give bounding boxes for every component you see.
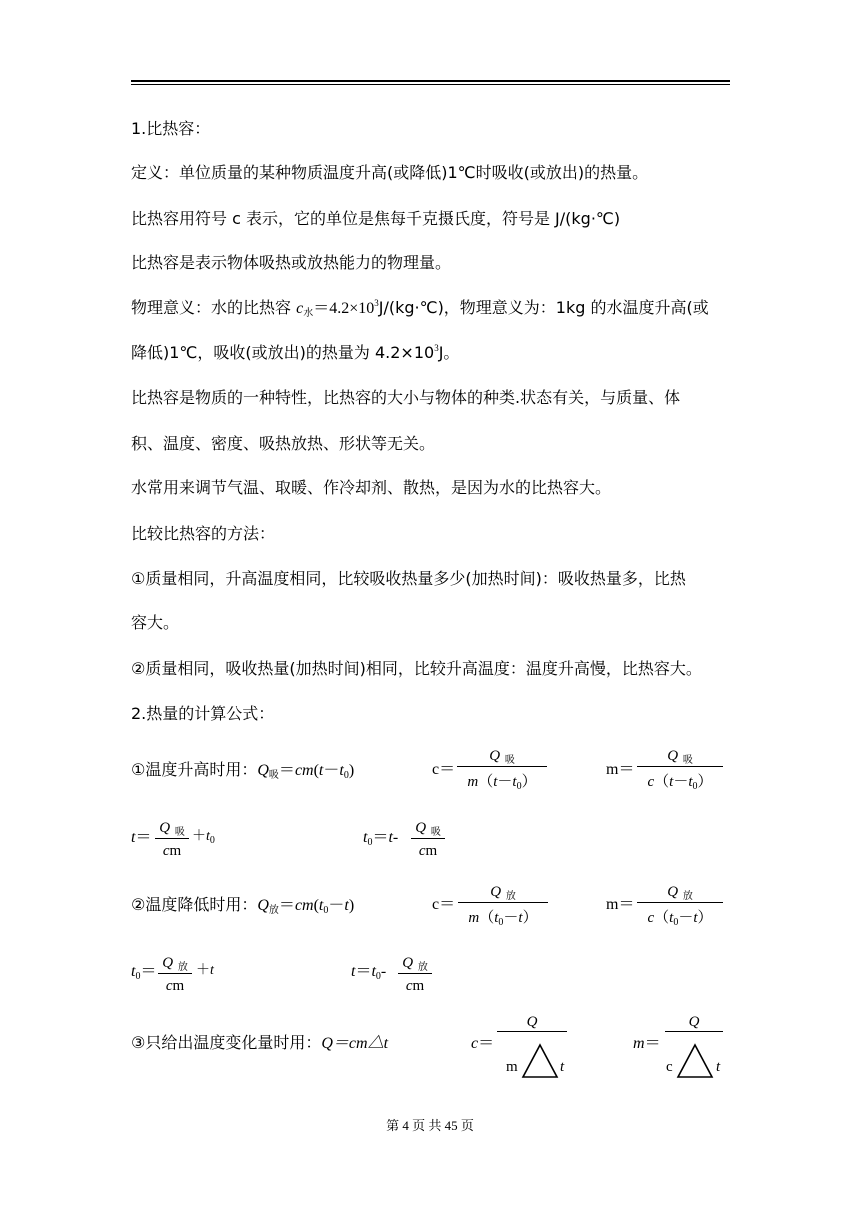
- compare-method-1-line-1: ①质量相同，升高温度相同，比较吸收热量多少(加热时间)：吸收热量多，比热: [131, 569, 686, 588]
- fall-m-fraction: Q $_放$ $c(t_0-t)$: [637, 882, 723, 932]
- fall-formula: ②温度降低时用：Q放＝cm(t0－t): [131, 895, 355, 916]
- fall-c-eq: c＝: [432, 896, 456, 913]
- meaning-line: 比热容是表示物体吸热或放热能力的物理量。: [131, 253, 452, 272]
- physical-meaning-line-1: 物理意义：水的比热容 c水$=4.2\times 10^3J/(kg\cdot℃)$，物理意义为：1kg 的水温度升高(或: [131, 298, 709, 319]
- symbol-line: 比热容用符号 c 表示，它的单位是焦每千克摄氏度，符号是 J/(kg·℃): [131, 209, 621, 228]
- header-rule-thin: [131, 84, 730, 85]
- compare-title: 比较比热容的方法：: [131, 524, 276, 543]
- fall-m-eq: m＝: [606, 896, 635, 913]
- water-use-line: 水常用来调节气温、取暖、作冷却剂、散热，是因为水的比热容大。: [131, 478, 612, 497]
- compare-method-1-line-2: 容大。: [131, 613, 180, 632]
- section-2-title: 2.热量的计算公式：: [131, 704, 275, 723]
- rise-m-fraction: Q $_吸$ $c(t-t_0)$: [637, 746, 723, 796]
- rise-t0-fraction: Q $_吸$ cm: [411, 818, 445, 862]
- section-1-title: 1.比热容：: [131, 119, 211, 138]
- fall-t-fraction: Q $_放$ cm: [398, 953, 432, 997]
- rise-t-formula-lhs: t＝: [131, 829, 152, 846]
- compare-method-2: ②质量相同，吸收热量(加热时间)相同，比较升高温度：温度升高慢，比热容大。: [131, 659, 702, 678]
- page-footer: 第 4 页 共 45 页: [386, 1118, 474, 1133]
- fall-t0-plus-t: ＋t: [196, 963, 214, 978]
- delta-c-fraction: Q m t: [497, 1012, 567, 1080]
- delta-m-eq: m＝: [633, 1035, 661, 1052]
- rise-t-fraction: Q $_吸$ cm: [155, 818, 189, 862]
- delta-c-eq: c＝: [471, 1035, 495, 1052]
- physical-meaning-line-2: 降低)1℃，吸收(或放出)的热量为 $4.2\times 10^3J$。: [131, 343, 460, 362]
- fall-t0-fraction: Q $_放$ cm: [158, 953, 192, 997]
- rise-m-eq: m＝: [606, 761, 635, 778]
- delta-m-fraction: Q c t: [665, 1012, 723, 1080]
- property-line-1: 比热容是物质的一种特性，比热容的大小与物体的种类.状态有关，与质量、体: [131, 388, 681, 407]
- header-rule-thick: [131, 80, 730, 82]
- rise-t-plus-t0: $+t_0$: [192, 829, 215, 846]
- delta-triangle-icon: [676, 1043, 714, 1079]
- definition-line: 定义：单位质量的某种物质温度升高(或降低)1℃时吸收(或放出)的热量。: [131, 163, 649, 182]
- rise-c-eq: c＝: [432, 761, 456, 778]
- rise-formula: ①温度升高时用：Q吸＝cm(t－t0): [131, 760, 355, 781]
- fall-c-fraction: Q $_放$ $m(t_0-t)$: [458, 882, 548, 932]
- rise-c-fraction: Q $_吸$ $m(t-t_0)$: [457, 746, 547, 796]
- delta-triangle-icon: [521, 1043, 559, 1079]
- rise-t0-formula-lhs: t0＝t-: [363, 829, 399, 848]
- delta-formula: ③只给出温度变化量时用：Q＝cm△t: [131, 1033, 389, 1052]
- fall-t0-formula-lhs: t0＝: [131, 963, 157, 982]
- fall-t-formula-lhs: t＝t0-: [351, 963, 387, 982]
- property-line-2: 积、温度、密度、吸热放热、形状等无关。: [131, 434, 436, 453]
